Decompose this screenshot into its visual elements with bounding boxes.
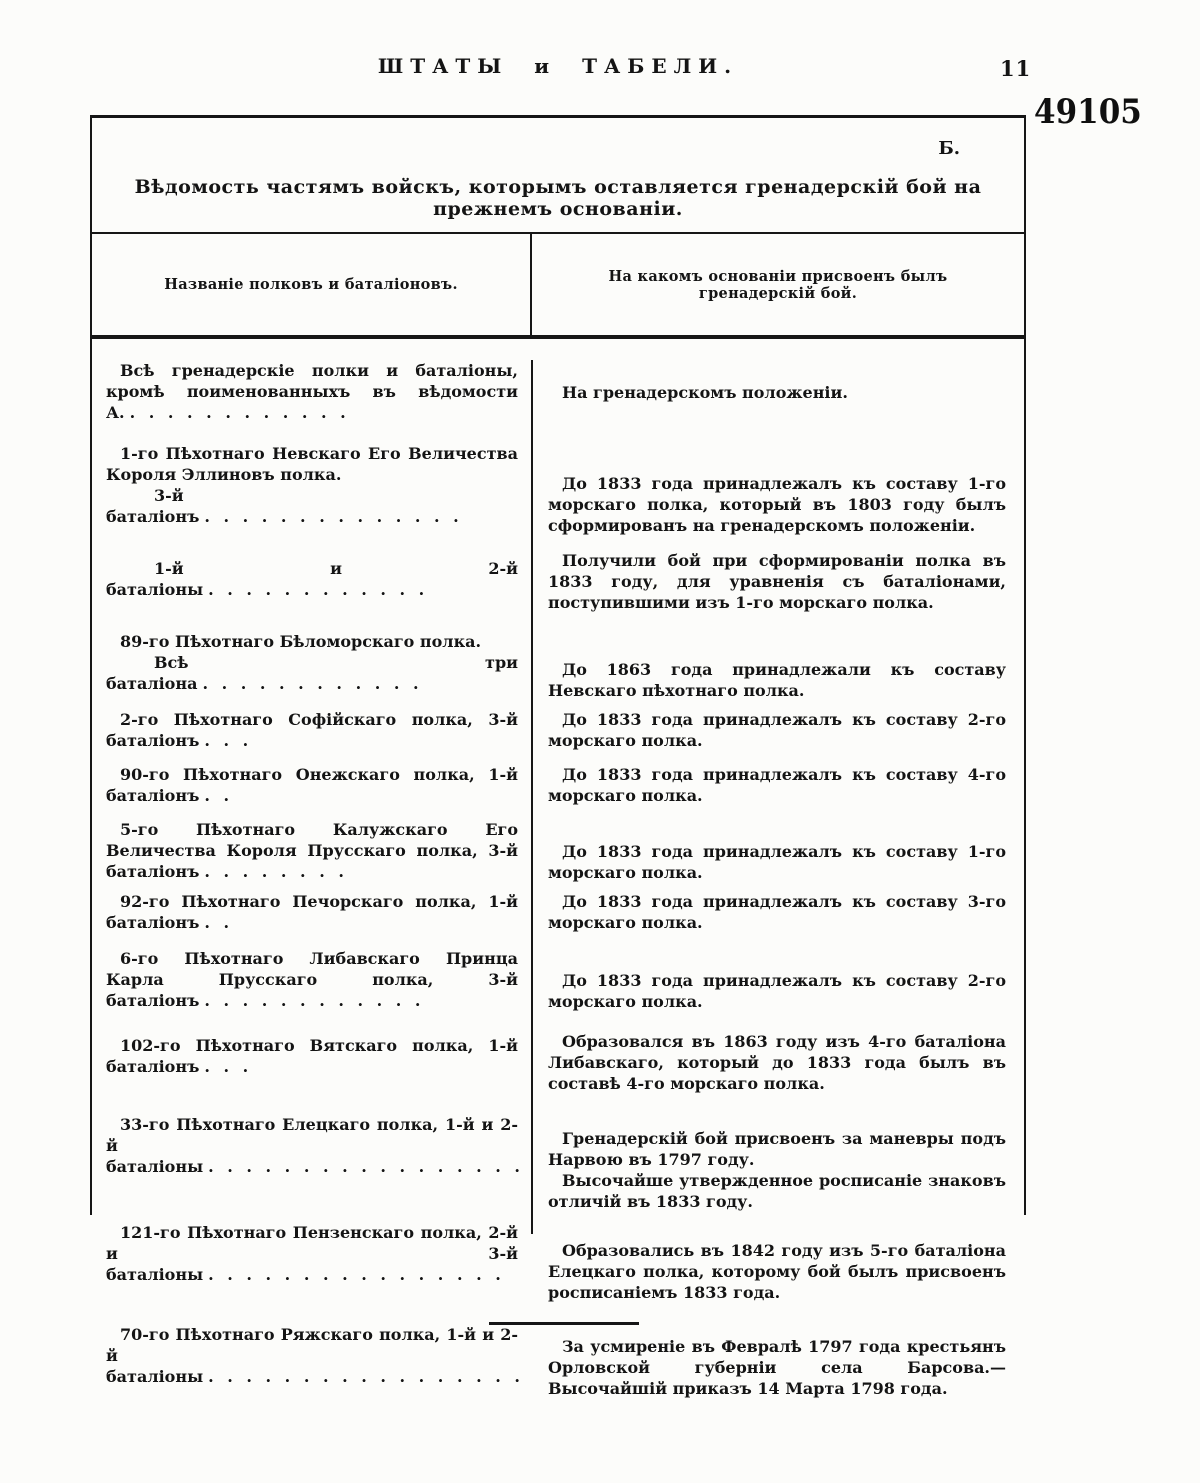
leader-dots: . . . . . . . . . . . . . . . . . bbox=[208, 1157, 520, 1176]
column-header-left: Названіе полковъ и баталіоновъ. bbox=[92, 234, 532, 335]
basis-text: Гренадерскій бой присвоенъ за маневры подъ Нарвою въ 1797 году. bbox=[548, 1129, 1006, 1169]
unit-name: 121-го Пѣхотнаго Пензенскаго полка, 2-й и 3-й баталіоны . . . . . . . . . . . . . . . . bbox=[106, 1223, 518, 1284]
basis-text: До 1833 года принадлежалъ къ составу 2-го морскаго полка. bbox=[548, 710, 1006, 750]
table-row bbox=[92, 550, 1024, 613]
table-row bbox=[92, 631, 1024, 701]
page-number: 11 bbox=[1000, 56, 1032, 81]
unit-name: 70-го Пѣхотнаго Ряжскаго полка, 1-й и 2-й баталіоны . . . . . . . . . . . . . . . . . bbox=[106, 1325, 520, 1386]
leader-dots: . . . . . . . . . . . . . . bbox=[204, 507, 459, 526]
table-title-section bbox=[92, 118, 1024, 234]
unit-name: 6-го Пѣхотнаго Либавскаго Принца Карла Прусскаго полка, 3-й баталіонъ . . . . . . . . . . . . bbox=[106, 949, 518, 1010]
basis-text: Образовался въ 1863 году изъ 4-го баталіона Либавскаго, который до 1833 года былъ въ составѣ 4-го морскаго полка. bbox=[548, 1032, 1006, 1093]
basis-text: До 1833 года принадлежалъ къ составу 3-го морскаго полка. bbox=[548, 892, 1006, 932]
table-body bbox=[92, 360, 1024, 1398]
unit-heading: 1-го Пѣхотнаго Невскаго Его Величества Короля Эллиновъ полка. bbox=[106, 444, 518, 484]
basis-text: Получили бой при сформированіи полка въ 1833 году, для уравненія съ баталіонами, поступившими изъ 1-го морскаго полка. bbox=[548, 551, 1006, 612]
basis-text: До 1833 года принадлежалъ къ составу 1-го морскаго полка, который въ 1803 году былъ сформированъ на гренадерскомъ положеніи. bbox=[548, 474, 1006, 535]
unit-name: 92-го Пѣхотнаго Печорскаго полка, 1-й баталіонъ . . bbox=[106, 892, 518, 932]
unit-name: 3-й баталіонъ . . . . . . . . . . . . . . bbox=[106, 486, 459, 526]
leader-dots: . . . bbox=[204, 731, 249, 750]
leader-dots: . . . . . . . . . . . . bbox=[202, 674, 419, 693]
leader-dots: . . . . . . . . . . . . . . . . bbox=[208, 1265, 501, 1284]
unit-name: 5-го Пѣхотнаго Калужскаго Его Величества Короля Прусскаго полка, 3-й баталіонъ . . . . . . . . bbox=[106, 820, 518, 881]
unit-name: 2-го Пѣхотнаго Софійскаго полка, 3-й баталіонъ . . . bbox=[106, 710, 518, 750]
basis-text: Высочайше утвержденное росписаніе знаковъ отличій въ 1833 году. bbox=[548, 1171, 1006, 1211]
table-title: Вѣдомость частямъ войскъ, которымъ оставляется гренадерскій бой на прежнемъ основаніи. bbox=[134, 176, 982, 220]
table-row bbox=[92, 891, 1024, 933]
unit-heading: 89-го Пѣхотнаго Бѣломорскаго полка. bbox=[120, 632, 482, 651]
table-row bbox=[92, 819, 1024, 883]
page-header-title: ШТАТЫ и ТАБЕЛИ. bbox=[377, 54, 739, 78]
unit-name: 102-го Пѣхотнаго Вятскаго полка, 1-й баталіонъ . . . bbox=[106, 1036, 518, 1076]
leader-dots: . . bbox=[204, 786, 230, 805]
table-row bbox=[92, 1114, 1024, 1212]
basis-text: До 1833 года принадлежалъ къ составу 4-го морскаго полка. bbox=[548, 765, 1006, 805]
unit-name: Всѣ три баталіона . . . . . . . . . . . . bbox=[106, 653, 518, 693]
basis-text: До 1833 года принадлежалъ къ составу 1-го морскаго полка. bbox=[548, 842, 1006, 882]
leader-dots: . . bbox=[204, 913, 230, 932]
table-row bbox=[92, 948, 1024, 1012]
basis-text: За усмиреніе въ Февралѣ 1797 года крестьянъ Орловской губерніи села Барсова.—Высочайшій приказъ 14 Марта 1798 года. bbox=[548, 1337, 1006, 1398]
table-row bbox=[92, 360, 1024, 423]
table-row bbox=[92, 1324, 1024, 1399]
section-divider bbox=[489, 1322, 639, 1325]
leader-dots: . . . . . . . . . . . . bbox=[208, 580, 425, 599]
ledger-table bbox=[90, 115, 1026, 1398]
basis-text: На гренадерскомъ положеніи. bbox=[562, 383, 848, 402]
leader-dots: . . . . . . . . bbox=[204, 862, 344, 881]
basis-text: До 1833 года принадлежалъ къ составу 2-го морскаго полка. bbox=[548, 971, 1006, 1011]
table-row bbox=[92, 764, 1024, 806]
column-header-row bbox=[92, 234, 1024, 335]
corner-label: Б. bbox=[938, 138, 960, 159]
column-header-right: На какомъ основаніи присвоенъ былъ гренадерскій бой. bbox=[608, 267, 948, 302]
table-row bbox=[92, 443, 1024, 536]
unit-name: 33-го Пѣхотнаго Елецкаго полка, 1-й и 2-й баталіоны . . . . . . . . . . . . . . . . . bbox=[106, 1115, 520, 1176]
leader-dots: . . . . . . . . . . . . bbox=[204, 991, 421, 1010]
unit-name: Всѣ гренадерскіе полки и баталіоны, кромѣ поименованныхъ въ вѣдомости А. . . . . . . . . . . . . bbox=[106, 361, 518, 422]
stamp-number: 49105 bbox=[1034, 92, 1142, 132]
basis-text: До 1863 года принадлежали къ составу Невскаго пѣхотнаго полка. bbox=[548, 660, 1006, 700]
leader-dots: . . . . . . . . . . . . bbox=[129, 403, 346, 422]
table-row bbox=[92, 1222, 1024, 1303]
basis-text: Образовались въ 1842 году изъ 5-го баталіона Елецкаго полка, которому бой былъ присвоенъ росписаніемъ 1833 года. bbox=[548, 1241, 1006, 1302]
leader-dots: . . . bbox=[204, 1057, 249, 1076]
header-rule bbox=[92, 335, 1024, 339]
unit-name: 90-го Пѣхотнаго Онежскаго полка, 1-й баталіонъ . . bbox=[106, 765, 518, 805]
column-divider bbox=[531, 360, 533, 1234]
unit-name: 1-й и 2-й баталіоны . . . . . . . . . . . . bbox=[106, 559, 518, 599]
table-row bbox=[92, 709, 1024, 751]
leader-dots: . . . . . . . . . . . . . . . . . bbox=[208, 1367, 520, 1386]
table-row bbox=[92, 1031, 1024, 1094]
